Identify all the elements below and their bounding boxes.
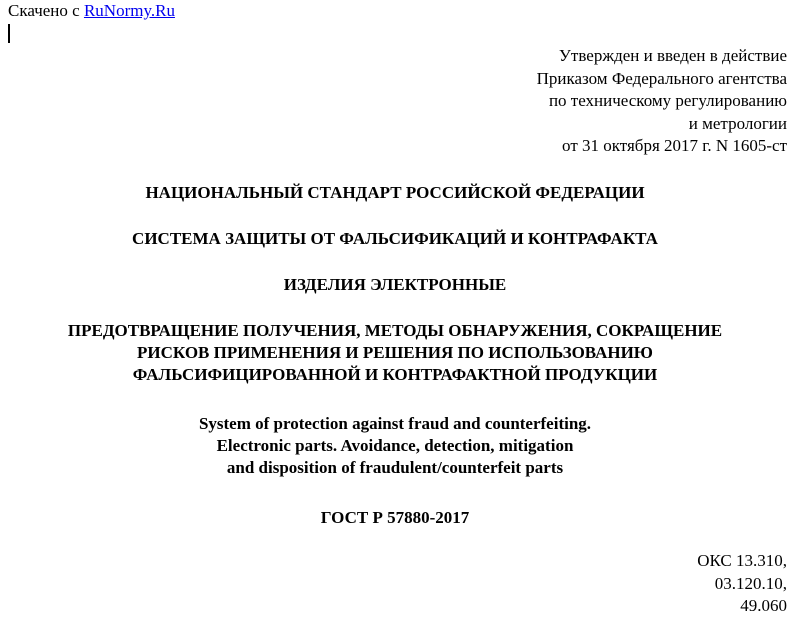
gost-number: ГОСТ Р 57880-2017 — [320, 508, 470, 527]
runormy-link[interactable]: RuNormy.Ru — [83, 1, 175, 20]
document-title — [0, 320, 790, 386]
document-title-line: ПРЕДОТВРАЩЕНИЕ ПОЛУЧЕНИЯ, МЕТОДЫ ОБНАРУЖЕНИЯ, СОКРАЩЕНИЕ — [67, 321, 723, 340]
source-prefix: Скачено с — [8, 1, 84, 20]
oks-line: 49.060 — [740, 596, 787, 615]
oks-line: ОКС 13.310, — [697, 551, 787, 570]
approval-block — [537, 45, 787, 158]
approval-line: и метрологии — [688, 113, 787, 133]
english-title-line: Electronic parts. Avoidance, detection, mitigation — [216, 436, 574, 455]
english-title-line: System of protection against fraud and counterfeiting. — [198, 414, 592, 433]
english-title-line: and disposition of fraudulent/counterfeit parts — [226, 458, 564, 477]
products-title: ИЗДЕЛИЯ ЭЛЕКТРОННЫЕ — [283, 275, 507, 294]
source-line — [8, 1, 175, 21]
approval-line: по техническому регулированию — [548, 91, 787, 110]
system-title: СИСТЕМА ЗАЩИТЫ ОТ ФАЛЬСИФИКАЦИЙ И КОНТРАФАКТА — [132, 229, 658, 248]
text-cursor — [8, 24, 10, 43]
document-title-line: ФАЛЬСИФИЦИРОВАННОЙ И КОНТРАФАКТНОЙ ПРОДУКЦИИ — [132, 365, 658, 384]
approval-line: Приказом Федерального агентства — [536, 68, 787, 88]
oks-codes — [697, 550, 787, 618]
english-title — [0, 413, 790, 479]
approval-line: от 31 октября 2017 г. N 1605-ст — [562, 136, 787, 155]
approval-line: Утвержден и введен в действие — [558, 46, 787, 65]
oks-line: 03.120.10, — [714, 573, 787, 593]
document-title-line: РИСКОВ ПРИМЕНЕНИЯ И РЕШЕНИЯ ПО ИСПОЛЬЗОВАНИЮ — [137, 343, 653, 362]
national-standard-title: НАЦИОНАЛЬНЫЙ СТАНДАРТ РОССИЙСКОЙ ФЕДЕРАЦИИ — [145, 183, 645, 202]
